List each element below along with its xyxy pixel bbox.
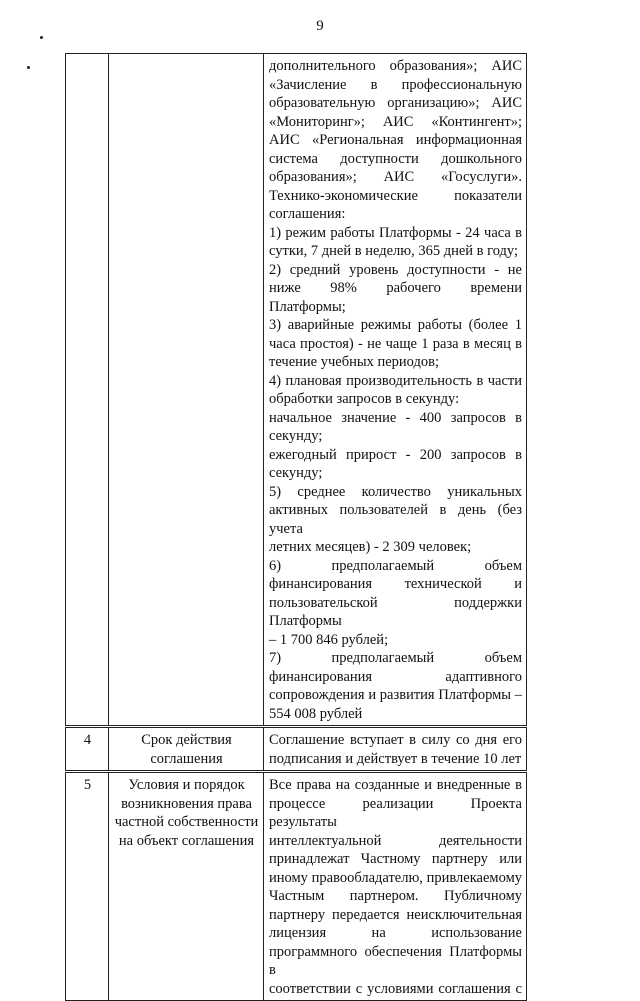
content-line: система доступности дошкольного [269, 150, 522, 167]
content-line: «Мониторинг»; АИС «Контингент»; [269, 113, 522, 130]
content-line: подписания и действует в течение 10 лет [269, 750, 522, 767]
content-line: образования»; АИС «Госуслуги». [269, 169, 522, 185]
content-line: 7) предполагаемый объем [269, 650, 522, 666]
content-line: Частным партнером. Публичному [269, 888, 522, 904]
row-content [264, 772, 527, 1001]
row-label [109, 54, 264, 727]
content-line: процессе реализации Проекта результаты [269, 795, 522, 830]
content-line: Технико-экономические показатели [269, 187, 522, 204]
content-line: течение учебных периодов; [269, 354, 439, 370]
row-label: Срок действия соглашения [109, 727, 264, 772]
agreement-table [65, 53, 527, 1001]
content-line: 554 008 рублей [269, 705, 363, 722]
content-line: 4) плановая производительность в части [269, 372, 522, 389]
content-line: сопровождения и развития Платформы – [269, 687, 522, 703]
content-line: летних месяцев) - 2 309 человек; [269, 539, 472, 555]
content-line: АИС «Региональная информационная [269, 132, 522, 148]
content-line: пользовательской поддержки Платформы [269, 594, 522, 629]
content-line: интеллектуальной деятельности [269, 832, 522, 849]
content-line: секунду; [269, 465, 323, 481]
content-line: ниже 98% рабочего времени Платформы; [269, 280, 522, 315]
scan-speck [40, 36, 43, 39]
content-line: Соглашение вступает в силу со дня его [269, 732, 522, 748]
row-number: 4 [66, 727, 109, 772]
content-line: 6) предполагаемый объем [269, 557, 522, 574]
content-line: дополнительного образования»; АИС [269, 58, 522, 74]
content-line: Все права на созданные и внедренные в [269, 777, 522, 793]
row-content [264, 727, 527, 772]
content-line: 2) средний уровень доступности - не [269, 261, 522, 278]
content-line: образовательную организацию»; АИС [269, 95, 522, 111]
content-line: «Зачисление в профессиональную [269, 76, 522, 93]
row-number: 5 [66, 772, 109, 1001]
content-line: секунду; [269, 428, 323, 444]
content-line: ежегодный прирост - 200 запросов в [269, 446, 522, 463]
content-line: начальное значение - 400 запросов в [269, 409, 522, 426]
content-line: – 1 700 846 рублей; [269, 631, 389, 648]
page-number: 9 [316, 18, 324, 34]
content-line: активных пользователей в день (без учета [269, 502, 522, 537]
content-line: принадлежат Частному партнеру или [269, 851, 522, 867]
content-line: лицензия на использование [269, 925, 522, 941]
table-row [66, 727, 527, 772]
content-line: сутки, 7 дней в неделю, 365 дней в году; [269, 243, 519, 259]
table-row [66, 54, 527, 727]
row-label: Условия и порядок возникновения права частной собственности на объект соглашения [109, 772, 264, 1001]
content-line: 5) среднее количество уникальных [269, 483, 522, 500]
content-line: 3) аварийные режимы работы (более 1 [269, 317, 522, 333]
content-line: программного обеспечения Платформы в [269, 943, 522, 978]
content-line: финансирования адаптивного [269, 668, 522, 685]
content-line: финансирования технической и [269, 576, 522, 592]
content-line: соответствии с условиями соглашения с [269, 980, 522, 997]
content-line: часа простоя) - не чаще 1 раза в месяц в [269, 335, 522, 352]
row-number [66, 54, 109, 727]
content-line: 1) режим работы Платформы - 24 часа в [269, 224, 522, 241]
content-line: иному правообладателю, привлекаемому [269, 869, 522, 886]
content-line: обработки запросов в секунду: [269, 391, 460, 407]
content-line: соглашения: [269, 206, 346, 222]
content-line: партнеру передается неисключительная [269, 906, 522, 923]
scan-speck [27, 66, 30, 69]
table-row [66, 772, 527, 1001]
row-content [264, 54, 527, 727]
